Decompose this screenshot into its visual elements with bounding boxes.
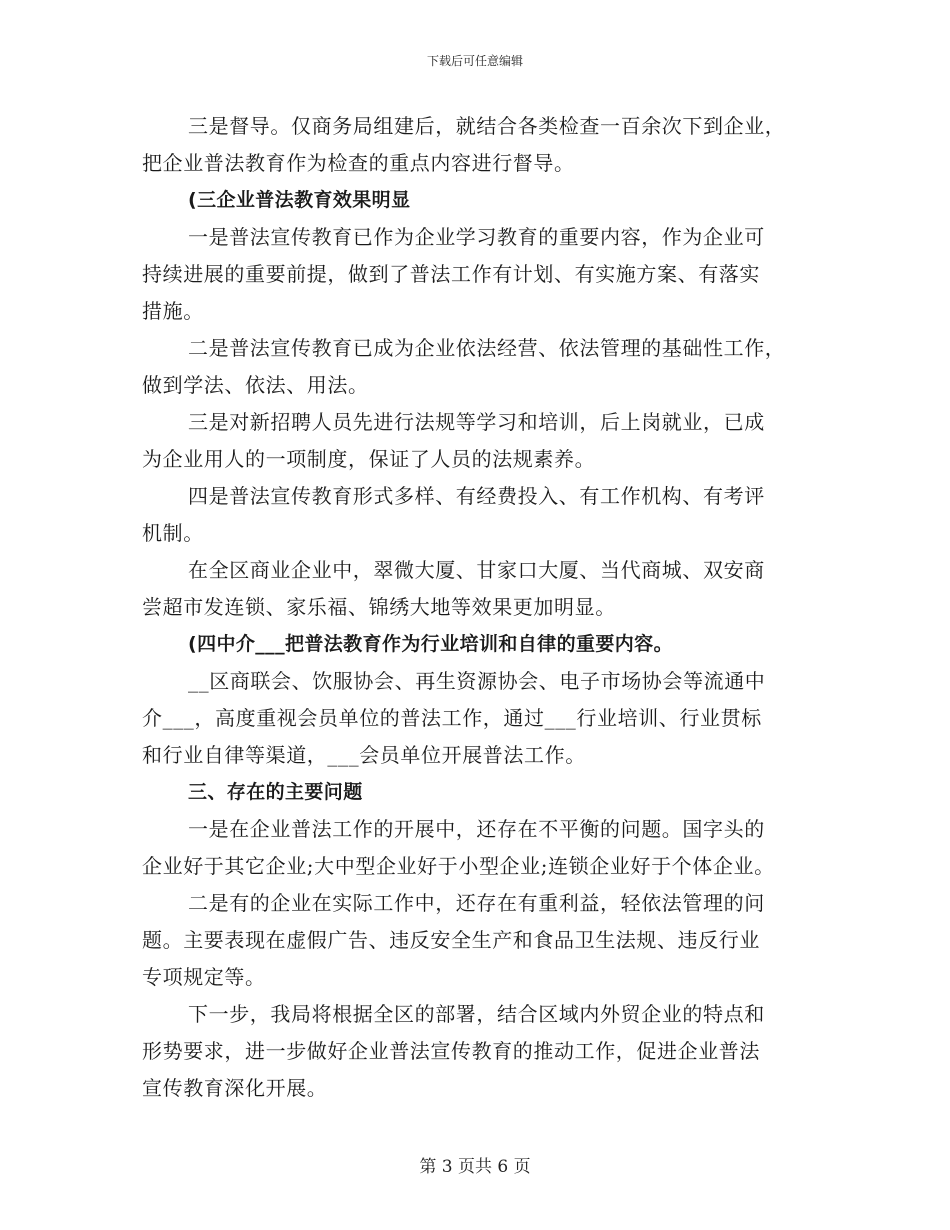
section-heading: (三企业普法教育效果明显 [188, 189, 411, 211]
document-body [142, 108, 810, 1107]
body-line: 介___，高度重视会员单位的普法工作，通过___行业培训、行业贯标 [142, 706, 762, 730]
body-line: 机制。 [142, 521, 204, 545]
body-line: 四是普法宣传教育形式多样、有经费投入、有工作机构、有考评 [188, 484, 765, 508]
body-line: 宣传教育深化开展。 [142, 1076, 328, 1100]
body-line: 下一步，我局将根据全区的部署，结合区域内外贸企业的特点和 [188, 1002, 765, 1026]
body-line: 题。主要表现在虚假广告、违反安全生产和食品卫生法规、违反行业 [142, 928, 760, 952]
body-line: 和行业自律等渠道，___会员单位开展普法工作。 [142, 743, 586, 767]
body-line: 二是普法宣传教育已成为企业依法经营、依法管理的基础性工作， [188, 336, 786, 360]
section-heading: 三、存在的主要问题 [188, 781, 363, 803]
page-number: 第 3 页共 6 页 [419, 1157, 531, 1177]
body-line: 措施。 [142, 299, 204, 323]
body-line: 专项规定等。 [142, 965, 266, 989]
body-line: 把企业普法教育作为检查的重点内容进行督导。 [142, 151, 575, 175]
body-line: 在全区商业企业中，翠微大厦、甘家口大厦、当代商城、双安商 [188, 558, 765, 582]
body-line: 做到学法、依法、用法。 [142, 373, 369, 397]
body-line: 二是有的企业在实际工作中，还存在有重利益，轻依法管理的问 [188, 891, 765, 915]
body-line: 三是对新招聘人员先进行法规等学习和培训，后上岗就业，已成 [188, 410, 765, 434]
body-line: 三是督导。仅商务局组建后，就结合各类检查一百余次下到企业， [188, 114, 786, 138]
body-line: 为企业用人的一项制度，保证了人员的法规素养。 [142, 447, 596, 471]
body-line: 一是在企业普法工作的开展中，还存在不平衡的问题。国字头的 [188, 817, 765, 841]
page-header: 下载后可任意编辑 [426, 54, 523, 68]
body-line: 持续进展的重要前提，做到了普法工作有计划、有实施方案、有落实 [142, 262, 760, 286]
section-heading: (四中介___把普法教育作为行业培训和自律的重要内容。 [188, 633, 673, 655]
body-line: __区商联会、饮服协会、再生资源协会、电子市场协会等流通中 [188, 669, 766, 693]
body-line: 企业好于其它企业;大中型企业好于小型企业;连锁企业好于个体企业。 [142, 854, 775, 878]
body-line: 尝超市发连锁、家乐福、锦绣大地等效果更加明显。 [142, 595, 616, 619]
body-line: 一是普法宣传教育已作为企业学习教育的重要内容，作为企业可 [188, 225, 765, 249]
body-line: 形势要求，进一步做好企业普法宣传教育的推动工作，促进企业普法 [142, 1039, 760, 1063]
